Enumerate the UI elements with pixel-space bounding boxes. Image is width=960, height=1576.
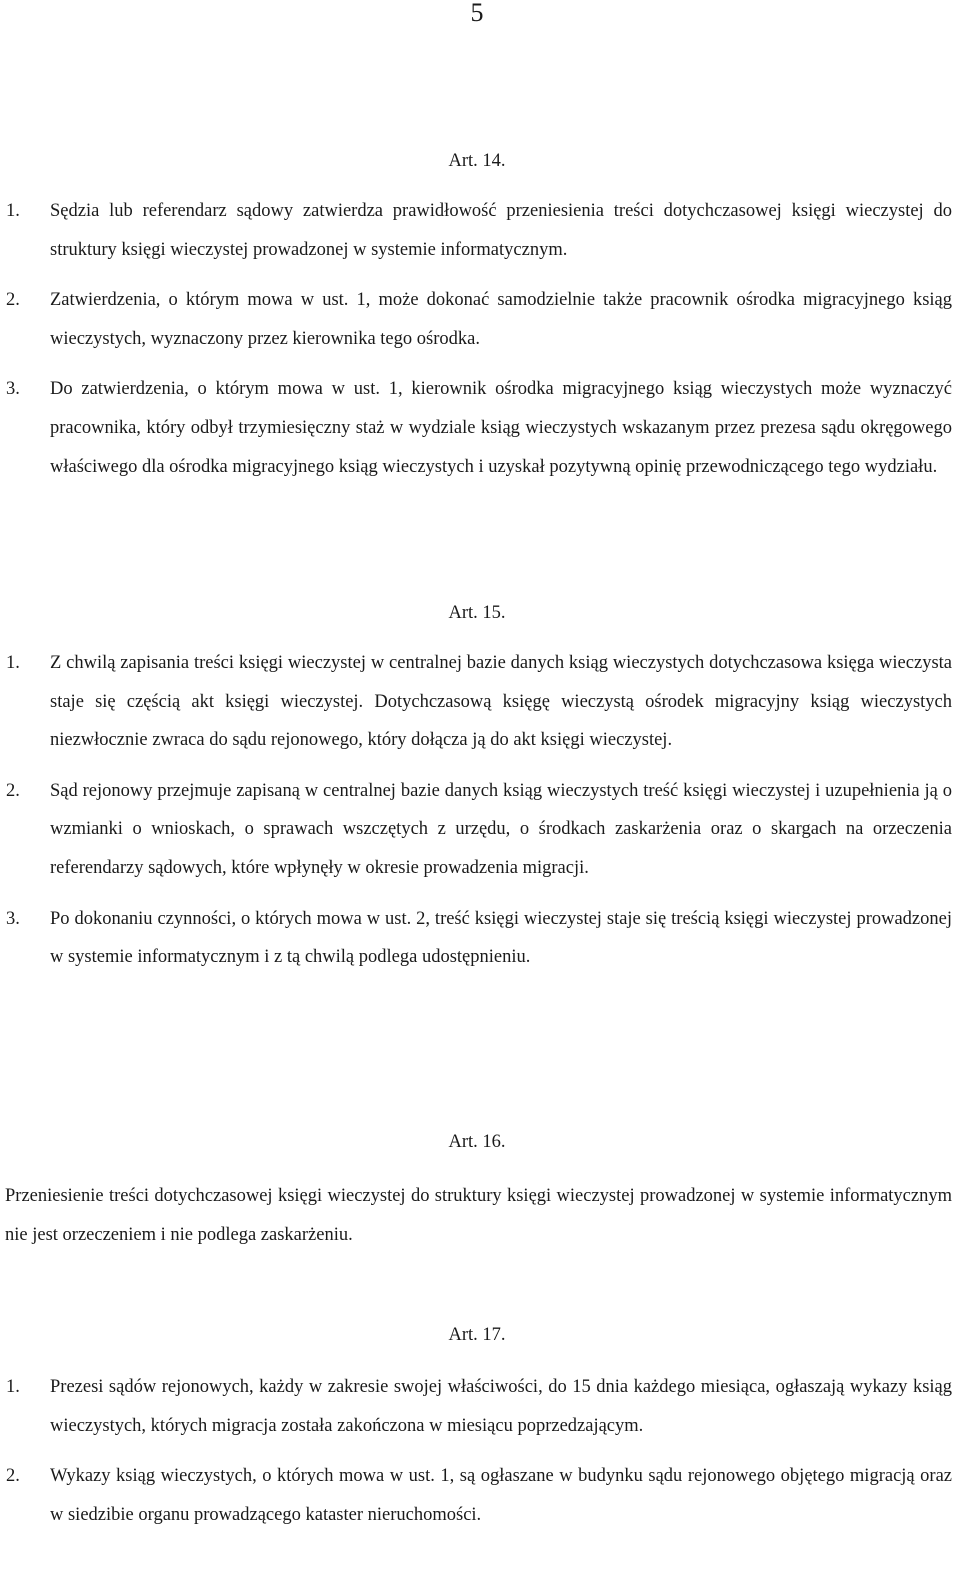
article-paragraph (0, 644, 960, 760)
paragraph-text: Wykazy ksiąg wieczystych, o których mowa w ust. 1, są ogłaszane w budynku sądu rejonowego objętego migracją oraz w siedzibie organu prowadzącego kataster nieruchomości. (50, 1466, 952, 1525)
paragraph-number: 2. (6, 1466, 20, 1487)
paragraph-text: Do zatwierdzenia, o którym mowa w ust. 1, kierownik ośrodka migracyjnego ksiąg wieczystych może wyznaczyć pracownika, który odbył trzymiesięczny staż w wydziale ksiąg wieczystych wskazanym przez prezesa sądu okręgowego właściwego dla ośrodka migracyjnego ksiąg wieczystych i uzyskał pozytywną opinię przewodniczącego tego wydziału. (50, 379, 952, 477)
article-16 (0, 1130, 960, 1254)
paragraph-text: Sędzia lub referendarz sądowy zatwierdza prawidłowość przeniesienia treści dotychczasowej księgi wieczystej do struktury księgi wieczystej prowadzonej w systemie informatycznym. (50, 201, 952, 260)
article-paragraph (0, 281, 960, 358)
article-14 (0, 149, 960, 498)
paragraph-number: 3. (6, 379, 20, 400)
article-paragraph (0, 1177, 960, 1254)
paragraph-number: 3. (6, 908, 20, 929)
article-paragraph (0, 1368, 960, 1445)
article-17 (0, 1323, 960, 1546)
paragraph-number: 1. (6, 201, 20, 221)
paragraph-text: Przeniesienie treści dotychczasowej księgi wieczystej do struktury księgi wieczystej prowadzonej w systemie informatycznym nie jest orzeczeniem i nie podlega zaskarżeniu. (5, 1186, 952, 1245)
paragraph-number: 1. (6, 653, 20, 673)
paragraph-text: Po dokonaniu czynności, o których mowa w ust. 2, treść księgi wieczystej staje się treścią księgi wieczystej prowadzonej w systemie informatycznym i z tą chwilą podlega udostępnieniu. (50, 908, 952, 968)
article-title: Art. 15. (448, 603, 506, 623)
paragraph-number: 2. (6, 780, 20, 801)
article-title: Art. 14. (448, 151, 506, 171)
paragraph-text: Zatwierdzenia, o którym mowa w ust. 1, może dokonać samodzielnie także pracownik ośrodka migracyjnego ksiąg wieczystych, wyznaczony przez kierownika tego ośrodka. (50, 290, 952, 349)
page-number: 5 (470, 0, 484, 27)
paragraph-text: Z chwilą zapisania treści księgi wieczystej w centralnej bazie danych ksiąg wieczystych dotychczasowa księga wieczysta staje się częścią akt księgi wieczystej. Dotychczasową księgę wieczystą ośrodek migracyjny ksiąg wieczystych niezwłocznie zwraca do sądu rejonowego, który dołącza ją do akt księgi wieczystej. (50, 653, 952, 751)
article-title: Art. 16. (448, 1132, 506, 1152)
paragraph-number: 1. (6, 1377, 20, 1397)
paragraph-text: Prezesi sądów rejonowych, każdy w zakresie swojej właściwości, do 15 dnia każdego miesiąca, ogłaszają wykazy ksiąg wieczystych, których migracja została zakończona w miesiącu poprzedzającym. (50, 1377, 952, 1436)
article-paragraph (0, 772, 960, 888)
paragraph-number: 2. (6, 290, 20, 311)
article-title: Art. 17. (448, 1325, 506, 1345)
article-15 (0, 601, 960, 989)
article-paragraph (0, 1457, 960, 1534)
article-paragraph (0, 900, 960, 977)
article-paragraph (0, 192, 960, 269)
article-paragraph (0, 370, 960, 486)
paragraph-text: Sąd rejonowy przejmuje zapisaną w centralnej bazie danych ksiąg wieczystych treść księgi wieczystej i uzupełnienia ją o wzmianki o wnioskach, o sprawach wszczętych z urzędu, o środkach zaskarżenia oraz o skargach na orzeczenia referendarzy sądowych, które wpłynęły w okresie prowadzenia migracji. (50, 780, 952, 878)
